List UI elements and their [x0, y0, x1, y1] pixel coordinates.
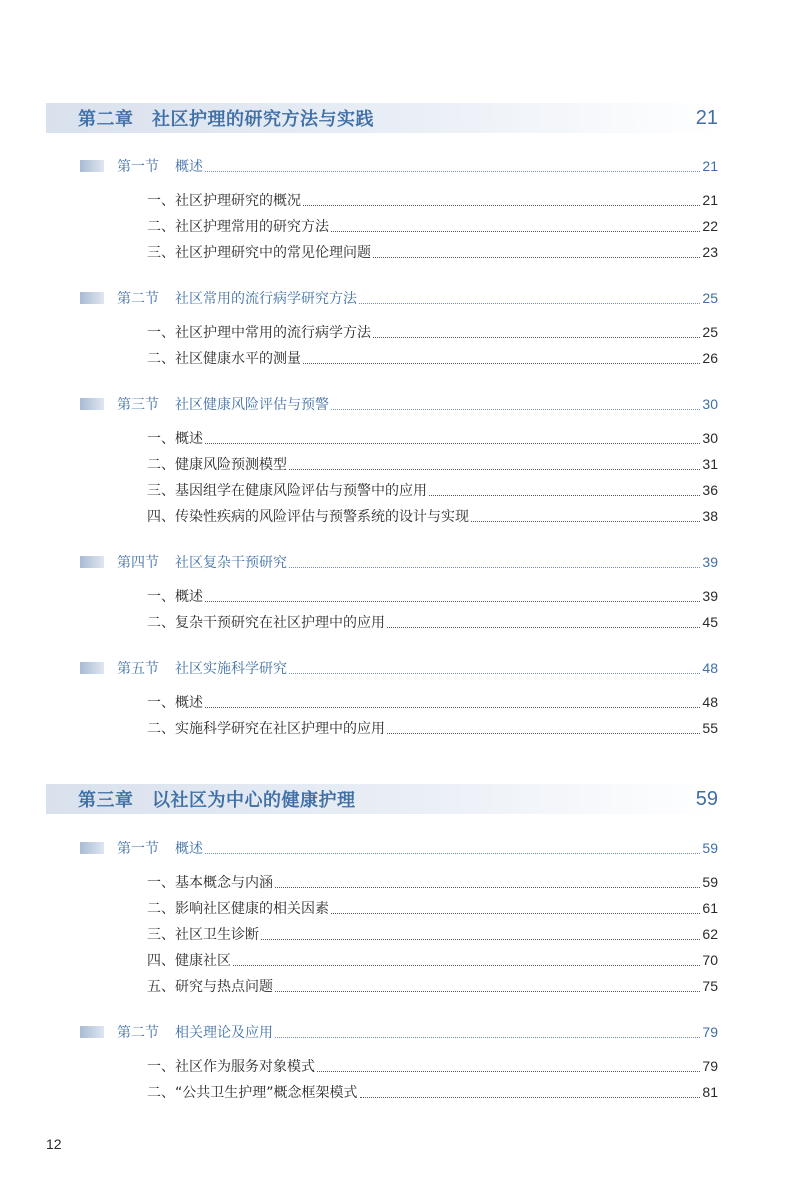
- dot-leader: [205, 443, 700, 444]
- section-label: 第三节: [117, 397, 159, 413]
- page-number: 12: [46, 1136, 62, 1152]
- toc-item[interactable]: [147, 898, 718, 918]
- section-label: 第五节: [117, 661, 159, 677]
- section-marker-icon: [80, 556, 104, 568]
- dot-leader: [303, 363, 700, 364]
- toc-item[interactable]: [147, 924, 718, 944]
- section-marker-icon: [80, 398, 104, 410]
- item-title: 二、复杂干预研究在社区护理中的应用: [147, 615, 385, 631]
- toc-item[interactable]: [147, 976, 718, 996]
- section-page: 79: [702, 1024, 718, 1040]
- chapter-page: 59: [695, 787, 718, 810]
- dot-leader: [373, 337, 700, 338]
- toc-section[interactable]: [80, 838, 718, 858]
- item-page: 31: [702, 456, 718, 472]
- section-page: 48: [702, 660, 718, 676]
- section-marker-icon: [80, 1026, 104, 1038]
- item-page: 38: [702, 508, 718, 524]
- toc-item[interactable]: [147, 1056, 718, 1076]
- item-title: 二、影响社区健康的相关因素: [147, 901, 329, 917]
- item-page: 70: [702, 952, 718, 968]
- section-title: 社区健康风险评估与预警: [175, 397, 329, 413]
- dot-leader: [373, 257, 700, 258]
- dot-leader: [275, 991, 700, 992]
- dot-leader: [331, 231, 700, 232]
- section-marker-icon: [80, 662, 104, 674]
- toc-item[interactable]: [147, 872, 718, 892]
- section-page: 30: [702, 396, 718, 412]
- toc-section[interactable]: [80, 552, 718, 572]
- toc-item[interactable]: [147, 480, 718, 500]
- dot-leader: [289, 469, 700, 470]
- toc-item[interactable]: [147, 348, 718, 368]
- section-title: 相关理论及应用: [175, 1025, 273, 1041]
- dot-leader: [289, 567, 700, 568]
- dot-leader: [275, 887, 700, 888]
- item-page: 48: [702, 694, 718, 710]
- item-page: 25: [702, 324, 718, 340]
- dot-leader: [205, 707, 700, 708]
- section-label: 第四节: [117, 555, 159, 571]
- toc-item[interactable]: [147, 586, 718, 606]
- section-label: 第一节: [117, 159, 159, 175]
- toc-item[interactable]: [147, 190, 718, 210]
- section-title: 社区常用的流行病学研究方法: [175, 291, 357, 307]
- section-page: 25: [702, 290, 718, 306]
- toc-section[interactable]: [80, 394, 718, 414]
- toc-item[interactable]: [147, 1082, 718, 1102]
- item-page: 39: [702, 588, 718, 604]
- item-page: 79: [702, 1058, 718, 1074]
- toc-item[interactable]: [147, 454, 718, 474]
- dot-leader: [205, 601, 700, 602]
- item-title: 二、社区健康水平的测量: [147, 351, 301, 367]
- toc-section[interactable]: [80, 156, 718, 176]
- section-marker-icon: [80, 842, 104, 854]
- toc-section[interactable]: [80, 288, 718, 308]
- toc-item[interactable]: [147, 428, 718, 448]
- toc-item[interactable]: [147, 216, 718, 236]
- item-page: 45: [702, 614, 718, 630]
- dot-leader: [360, 1097, 701, 1098]
- toc-item[interactable]: [147, 718, 718, 738]
- item-page: 81: [702, 1084, 718, 1100]
- section-page: 39: [702, 554, 718, 570]
- section-marker-icon: [80, 292, 104, 304]
- chapter-page: 21: [695, 106, 718, 129]
- item-title: 五、研究与热点问题: [147, 979, 273, 995]
- item-title: 三、社区护理研究中的常见伦理问题: [147, 245, 371, 261]
- dot-leader: [205, 171, 700, 172]
- toc-item[interactable]: [147, 506, 718, 526]
- item-page: 62: [702, 926, 718, 942]
- toc-item[interactable]: [147, 242, 718, 262]
- section-marker-icon: [80, 160, 104, 172]
- item-title: 二、“公共卫生护理”概念框架模式: [147, 1085, 358, 1101]
- chapter-heading: [46, 784, 718, 814]
- item-page: 30: [702, 430, 718, 446]
- section-title: 社区复杂干预研究: [175, 555, 287, 571]
- item-title: 三、社区卫生诊断: [147, 927, 259, 943]
- item-page: 61: [702, 900, 718, 916]
- toc-item[interactable]: [147, 322, 718, 342]
- item-page: 36: [702, 482, 718, 498]
- item-page: 59: [702, 874, 718, 890]
- section-page: 21: [702, 158, 718, 174]
- chapter-title: 第三章 以社区为中心的健康护理: [78, 790, 356, 811]
- item-title: 一、社区作为服务对象模式: [147, 1059, 315, 1075]
- section-title: 概述: [175, 159, 203, 175]
- toc-item[interactable]: [147, 950, 718, 970]
- toc-section[interactable]: [80, 658, 718, 678]
- toc-section[interactable]: [80, 1022, 718, 1042]
- section-title: 概述: [175, 841, 203, 857]
- item-page: 21: [702, 192, 718, 208]
- dot-leader: [317, 1071, 700, 1072]
- item-title: 一、概述: [147, 589, 203, 605]
- dot-leader: [471, 521, 700, 522]
- section-label: 第二节: [117, 291, 159, 307]
- item-title: 四、传染性疾病的风险评估与预警系统的设计与实现: [147, 509, 469, 525]
- item-title: 一、社区护理中常用的流行病学方法: [147, 325, 371, 341]
- chapter-title: 第二章 社区护理的研究方法与实践: [78, 109, 374, 130]
- section-label: 第二节: [117, 1025, 159, 1041]
- dot-leader: [261, 939, 700, 940]
- dot-leader: [331, 409, 700, 410]
- dot-leader: [289, 673, 700, 674]
- dot-leader: [331, 913, 700, 914]
- toc-item[interactable]: [147, 612, 718, 632]
- item-page: 55: [702, 720, 718, 736]
- item-page: 23: [702, 244, 718, 260]
- item-title: 一、社区护理研究的概况: [147, 193, 301, 209]
- dot-leader: [429, 495, 700, 496]
- item-title: 一、概述: [147, 431, 203, 447]
- section-page: 59: [702, 840, 718, 856]
- item-title: 一、基本概念与内涵: [147, 875, 273, 891]
- item-title: 二、健康风险预测模型: [147, 457, 287, 473]
- dot-leader: [359, 303, 700, 304]
- item-title: 二、社区护理常用的研究方法: [147, 219, 329, 235]
- item-title: 一、概述: [147, 695, 203, 711]
- dot-leader: [303, 205, 700, 206]
- item-page: 22: [702, 218, 718, 234]
- dot-leader: [275, 1037, 700, 1038]
- dot-leader: [205, 853, 700, 854]
- dot-leader: [387, 733, 700, 734]
- section-title: 社区实施科学研究: [175, 661, 287, 677]
- chapter-heading: [46, 103, 718, 133]
- dot-leader: [233, 965, 700, 966]
- dot-leader: [387, 627, 700, 628]
- toc-item[interactable]: [147, 692, 718, 712]
- item-title: 三、基因组学在健康风险评估与预警中的应用: [147, 483, 427, 499]
- item-page: 26: [702, 350, 718, 366]
- section-label: 第一节: [117, 841, 159, 857]
- item-title: 二、实施科学研究在社区护理中的应用: [147, 721, 385, 737]
- item-page: 75: [702, 978, 718, 994]
- item-title: 四、健康社区: [147, 953, 231, 969]
